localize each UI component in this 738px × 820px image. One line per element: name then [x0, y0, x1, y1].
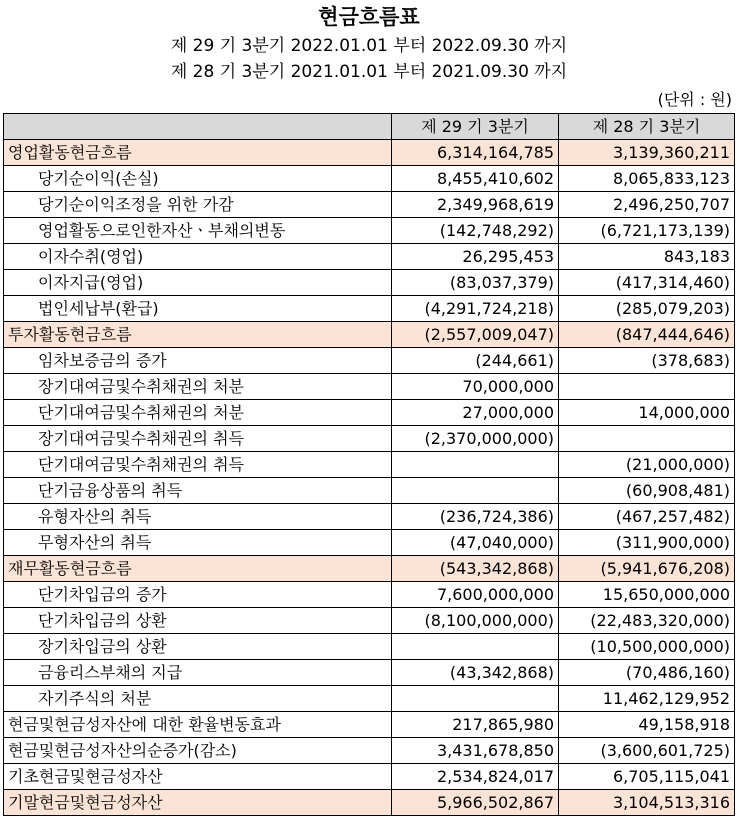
table-row — [4, 166, 735, 192]
row-label: 이자지급(영업) — [4, 270, 392, 296]
row-label: 법인세납부(환급) — [4, 296, 392, 322]
row-label: 무형자산의 취득 — [4, 530, 392, 556]
row-current-value: (2,370,000,000) — [392, 426, 559, 452]
row-prior-value: (311,900,000) — [559, 530, 735, 556]
row-current-value: 8,455,410,602 — [392, 166, 559, 192]
row-label: 단기차입금의 상환 — [4, 608, 392, 634]
row-label: 단기금융상품의 취득 — [4, 478, 392, 504]
row-current-value: 70,000,000 — [392, 374, 559, 400]
table-row — [4, 582, 735, 608]
table-row — [4, 608, 735, 634]
table-row — [4, 244, 735, 270]
table-row — [4, 790, 735, 816]
row-label: 영업활동으로인한자산ㆍ부채의변동 — [4, 218, 392, 244]
row-current-value: (8,100,000,000) — [392, 608, 559, 634]
row-prior-value: 3,104,513,316 — [559, 790, 735, 816]
table-row — [4, 634, 735, 660]
row-prior-value — [559, 374, 735, 400]
period-prior: 제 28 기 3분기 2021.01.01 부터 2021.09.30 까지 — [170, 62, 568, 82]
row-current-value: 2,534,824,017 — [392, 764, 559, 790]
unit-label: (단위 : 원) — [657, 90, 732, 109]
row-prior-value: 6,705,115,041 — [559, 764, 735, 790]
table-body — [4, 140, 735, 816]
row-prior-value: (467,257,482) — [559, 504, 735, 530]
table-row — [4, 270, 735, 296]
row-label: 기초현금및현금성자산 — [4, 764, 392, 790]
header-label — [4, 114, 392, 140]
row-prior-value: (6,721,173,139) — [559, 218, 735, 244]
row-prior-value: 14,000,000 — [559, 400, 735, 426]
table-row — [4, 660, 735, 686]
row-current-value: (236,724,386) — [392, 504, 559, 530]
table-row — [4, 738, 735, 764]
row-current-value: 2,349,968,619 — [392, 192, 559, 218]
row-current-value — [392, 634, 559, 660]
row-label: 기말현금및현금성자산 — [4, 790, 392, 816]
row-label: 유형자산의 취득 — [4, 504, 392, 530]
table-row — [4, 296, 735, 322]
row-prior-value: (10,500,000,000) — [559, 634, 735, 660]
table-row — [4, 504, 735, 530]
row-prior-value — [559, 426, 735, 452]
row-prior-value: (60,908,481) — [559, 478, 735, 504]
row-prior-value: (847,444,646) — [559, 322, 735, 348]
row-prior-value: (378,683) — [559, 348, 735, 374]
row-prior-value: 3,139,360,211 — [559, 140, 735, 166]
document-title: 현금흐름표 — [318, 5, 420, 29]
row-label: 자기주식의 처분 — [4, 686, 392, 712]
row-current-value — [392, 452, 559, 478]
row-label: 장기대여금및수취채권의 처분 — [4, 374, 392, 400]
row-current-value — [392, 686, 559, 712]
row-label: 영업활동현금흐름 — [4, 140, 392, 166]
row-current-value: (47,040,000) — [392, 530, 559, 556]
table-row — [4, 712, 735, 738]
row-current-value: (4,291,724,218) — [392, 296, 559, 322]
row-current-value: 5,966,502,867 — [392, 790, 559, 816]
table-row — [4, 478, 735, 504]
row-label: 장기대여금및수취채권의 취득 — [4, 426, 392, 452]
cash-flow-table — [3, 113, 735, 816]
row-current-value: (543,342,868) — [392, 556, 559, 582]
header-current: 제 29 기 3분기 — [392, 114, 559, 140]
table-row — [4, 192, 735, 218]
table-row — [4, 400, 735, 426]
row-current-value: (142,748,292) — [392, 218, 559, 244]
row-current-value: 3,431,678,850 — [392, 738, 559, 764]
table-row — [4, 452, 735, 478]
row-prior-value: (21,000,000) — [559, 452, 735, 478]
row-prior-value: 8,065,833,123 — [559, 166, 735, 192]
row-label: 현금및현금성자산에 대한 환율변동효과 — [4, 712, 392, 738]
row-prior-value: (5,941,676,208) — [559, 556, 735, 582]
row-label: 이자수취(영업) — [4, 244, 392, 270]
row-prior-value: 2,496,250,707 — [559, 192, 735, 218]
row-current-value: (2,557,009,047) — [392, 322, 559, 348]
period-current: 제 29 기 3분기 2022.01.01 부터 2022.09.30 까지 — [170, 36, 568, 56]
row-label: 금융리스부채의 지급 — [4, 660, 392, 686]
table-row — [4, 140, 735, 166]
table-row — [4, 218, 735, 244]
row-current-value — [392, 478, 559, 504]
row-prior-value: (70,486,160) — [559, 660, 735, 686]
row-current-value: (83,037,379) — [392, 270, 559, 296]
row-label: 임차보증금의 증가 — [4, 348, 392, 374]
table-row — [4, 348, 735, 374]
table-row — [4, 322, 735, 348]
row-prior-value: (285,079,203) — [559, 296, 735, 322]
row-prior-value: 11,462,129,952 — [559, 686, 735, 712]
table-row — [4, 764, 735, 790]
table-row — [4, 426, 735, 452]
row-label: 단기대여금및수취채권의 처분 — [4, 400, 392, 426]
row-label: 재무활동현금흐름 — [4, 556, 392, 582]
row-current-value: 217,865,980 — [392, 712, 559, 738]
row-label: 당기순이익조정을 위한 가감 — [4, 192, 392, 218]
row-prior-value: 15,650,000,000 — [559, 582, 735, 608]
table-header-row — [4, 114, 735, 140]
row-label: 투자활동현금흐름 — [4, 322, 392, 348]
table-row — [4, 374, 735, 400]
row-current-value: 27,000,000 — [392, 400, 559, 426]
table-row — [4, 556, 735, 582]
row-label: 현금및현금성자산의순증가(감소) — [4, 738, 392, 764]
row-label: 당기순이익(손실) — [4, 166, 392, 192]
row-prior-value: (417,314,460) — [559, 270, 735, 296]
table-row — [4, 686, 735, 712]
table-row — [4, 530, 735, 556]
row-current-value: (244,661) — [392, 348, 559, 374]
row-label: 단기차입금의 증가 — [4, 582, 392, 608]
row-current-value: 7,600,000,000 — [392, 582, 559, 608]
row-label: 장기차입금의 상환 — [4, 634, 392, 660]
row-current-value: 26,295,453 — [392, 244, 559, 270]
header-prior: 제 28 기 3분기 — [559, 114, 735, 140]
row-label: 단기대여금및수취채권의 취득 — [4, 452, 392, 478]
row-prior-value: (22,483,320,000) — [559, 608, 735, 634]
row-current-value: 6,314,164,785 — [392, 140, 559, 166]
row-current-value: (43,342,868) — [392, 660, 559, 686]
row-prior-value: (3,600,601,725) — [559, 738, 735, 764]
row-prior-value: 49,158,918 — [559, 712, 735, 738]
row-prior-value: 843,183 — [559, 244, 735, 270]
